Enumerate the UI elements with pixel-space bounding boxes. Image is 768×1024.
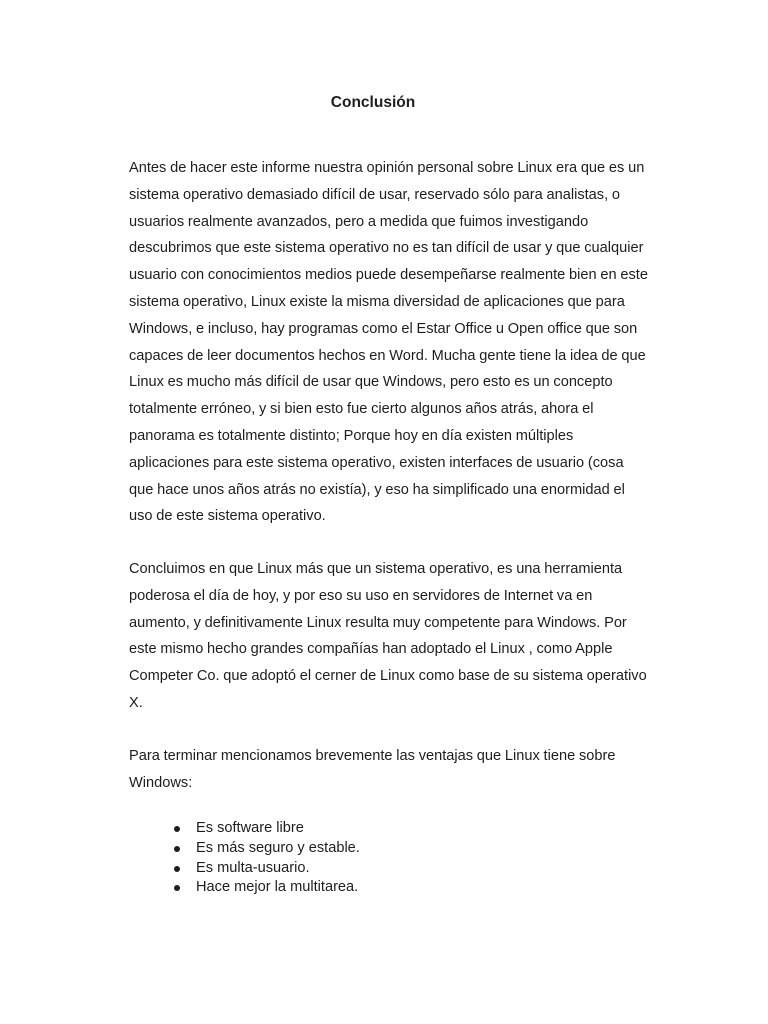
advantages-list — [168, 819, 360, 898]
bullet-icon — [174, 826, 180, 832]
bullet-icon — [174, 846, 180, 852]
list-item-text: Hace mejor la multitarea. — [196, 879, 359, 896]
list-item-text: Es multa-usuario. — [196, 859, 310, 876]
list-item — [168, 819, 360, 839]
paragraph-conclusion: Concluimos en que Linux más que un sistema operativo, es una herramienta poderosa el día de hoy, y por eso su uso en servidores de Internet va en aumento, y definitivamente Linux resulta muy competente para Windows. Por este mismo hecho grandes compañías han adoptado el Linux , como Apple Competer Co. que adoptó el cerner de Linux como base de su sistema operativo X. — [129, 561, 647, 711]
list-item — [168, 878, 360, 898]
page-title: Conclusión — [330, 94, 416, 111]
list-item — [168, 839, 360, 859]
bullet-icon — [174, 866, 180, 872]
paragraph-intro: Antes de hacer este informe nuestra opinión personal sobre Linux era que es un sistema operativo demasiado difícil de usar, reservado sólo para analistas, o usuarios realmente avanzados, pero a medida que fuimos investigando descubrimos que este sistema operativo no es tan difícil de usar y que cualquier usuario con conocimientos medios puede desempeñarse realmente bien en este sistema operativo, Linux existe la misma diversidad de aplicaciones que para Windows, e incluso, hay programas como el Estar Office u Open office que son capaces de leer documentos hechos en Word. Mucha gente tiene la idea de que Linux es mucho más difícil de usar que Windows, pero esto es un concepto totalmente erróneo, y si bien esto fue cierto algunos años atrás, ahora el panorama es totalmente distinto; Porque hoy en día existen múltiples aplicaciones para este sistema operativo, existen interfaces de usuario (cosa que hace unos años atrás no existía), y eso ha simplificado una enormidad el uso de este sistema operativo. — [129, 160, 648, 525]
bullet-icon — [174, 885, 180, 891]
paragraph-advantages-intro: Para terminar mencionamos brevemente las ventajas que Linux tiene sobre Windows: — [129, 748, 616, 791]
list-item-text: Es software libre — [196, 820, 304, 836]
list-item — [168, 859, 360, 879]
list-item-text: Es más seguro y estable. — [196, 839, 360, 856]
